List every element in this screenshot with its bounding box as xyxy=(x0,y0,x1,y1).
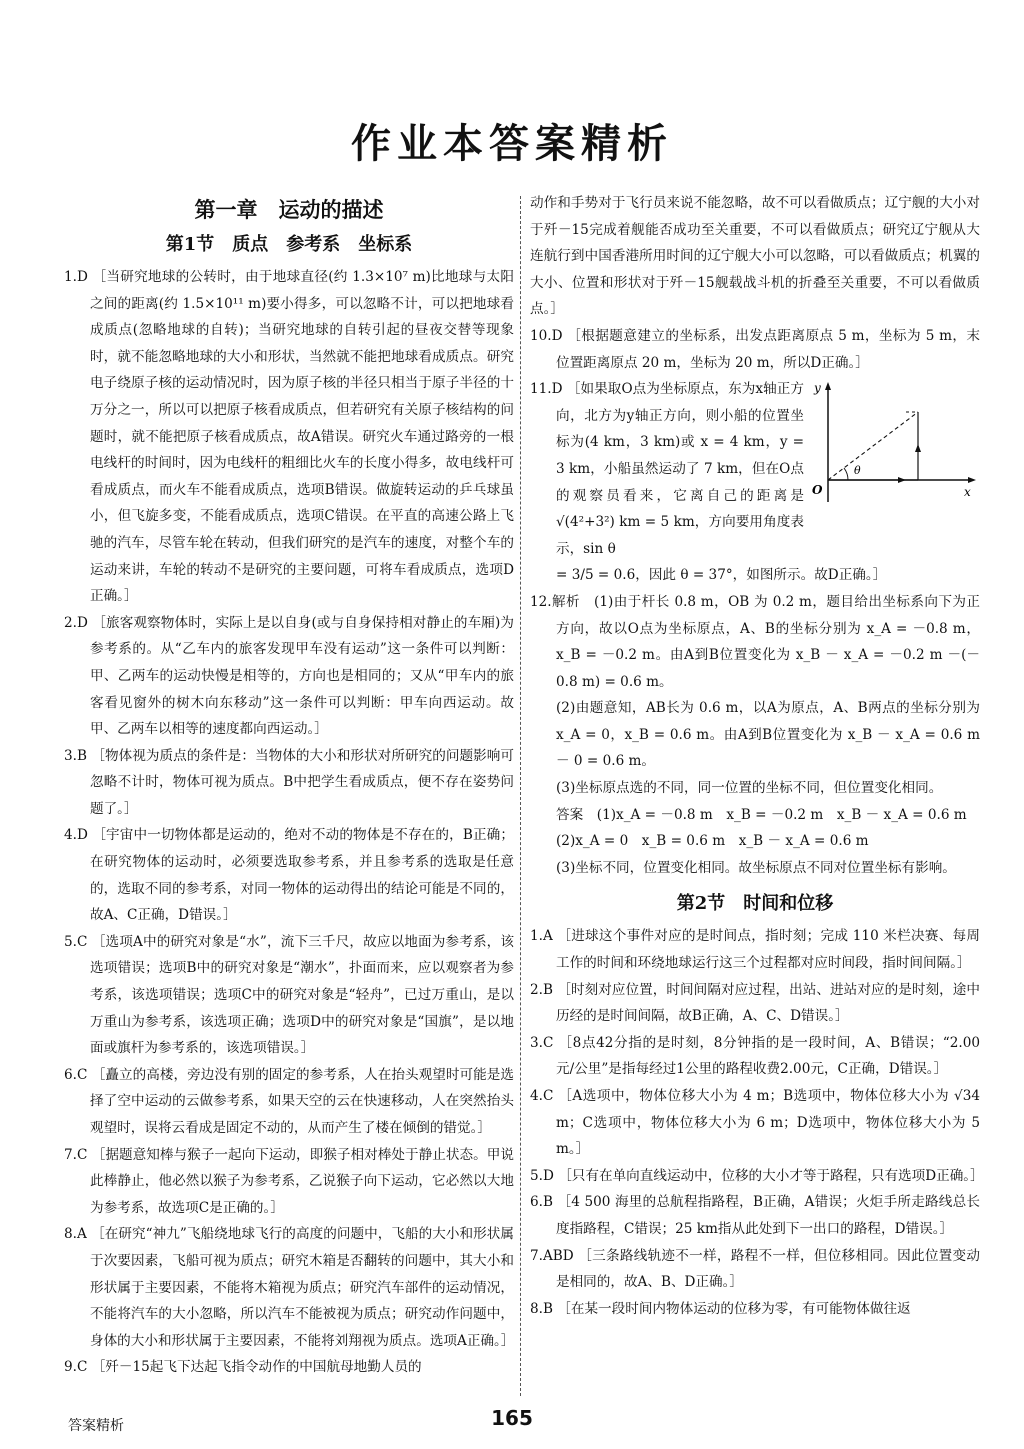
answer-item: 3.B ［物体视为质点的条件是：当物体的大小和形状对所研究的问题影响可忽略不计时，物体可视为质点。B中把学生看成质点，便不存在姿势问题了。］ xyxy=(64,747,514,817)
coordinate-figure xyxy=(810,380,980,510)
answer-item: 4.C ［A选项中，物体位移大小为 4 m；B选项中，物体位移大小为 √34 m；C选项中，物体位移大小为 6 m；D选项中，物体位移大小为 5 m。］ xyxy=(530,1088,980,1158)
answer-item-sub: (2)x_A = 0 x_B = 0.6 m x_B － x_A = 0.6 m xyxy=(556,833,869,850)
column-divider xyxy=(520,196,521,1396)
y-axis-label: y xyxy=(814,381,821,396)
answer-item: 5.C ［选项A中的研究对象是“水”，流下三千尺，故应以地面为参考系，该选项错误；选项B中的研究对象是“潮水”，扑面而来，应以观察者为参考系，该选项错误；选项C中的研究对象是“轻舟”，已过万重山，是以万重山为参考系，该选项正确；选项D中的研究对象是“国旗”，是以地面或旗杆为参考系的，该选项错误。］ xyxy=(64,933,514,1057)
y-axis-arrow xyxy=(825,382,831,390)
answer-item-continuation: = 3/5 = 0.6，因此 θ = 37°，如图所示。故D正确。］ xyxy=(556,567,887,584)
angle-label: θ xyxy=(854,464,861,478)
origin-label: O xyxy=(812,483,823,498)
east-path-arrow xyxy=(898,477,906,483)
section-title-1: 第1节 质点 参考系 坐标系 xyxy=(165,234,413,255)
answer-item: 9.C ［歼－15起飞下达起飞指令动作的中国航母地勤人员的 xyxy=(64,1359,422,1376)
answer-item: 1.D ［当研究地球的公转时，由于地球直径(约 1.3×10⁷ m)比地球与太阳之间的距离(约 1.5×10¹¹ m)要小得多，可以忽略不计，可以把地球看成质点(忽略地球的自转)；当研究地球的自转引起的昼夜交替等现象时，就不能忽略地球的大小和形状，当然就不能把地球看成质点。研究电子绕原子核的运动情况时，因为原子核的半径只相当于原子半径的十万分之一，所以可以把原子核看成质点，但若研究有关原子核结构的问题时，就不能把原子核看成质点，故A错误。研究火车通过路旁的一根电线杆的时间时，因为电线杆的粗细比火车的长度小得多，故电线杆可看成质点，而火车不能看成质点，选项B错误。做旋转运动的乒乓球虽小，但飞旋多变，不能看成质点，选项C错误。在平直的高速公路上飞驰的汽车，尽管车轮在转动，但我们研究的是汽车的速度，对整个车的运动来讲，车轮的转动不是研究的主要问题，可将车看成质点，选项D正确。］ xyxy=(64,269,514,605)
answer-item: 2.B ［时刻对应位置，时间间隔对应过程，出站、进站对应的是时刻，途中历经的是时间间隔，故B正确，A、C、D错误。］ xyxy=(530,981,980,1025)
answer-item: 7.C ［据题意知棒与猴子一起向下运动，即猴子相对棒处于静止状态。甲说此棒静止，他必然以猴子为参考系，乙说猴子向下运动，它必然以大地为参考系，故选项C是正确的。］ xyxy=(64,1146,514,1216)
answer-item-with-figure xyxy=(530,376,980,562)
chapter-title: 第一章 运动的描述 xyxy=(194,197,384,222)
answer-item: 6.C ［矗立的高楼，旁边没有别的固定的参考系，人在抬头观望时可能是选择了空中运动的云做参考系，如果天空的云在快速移动，人在突然抬头观望时，误将云看成是固定不动的，从而产生了楼在倾倒的错觉。］ xyxy=(64,1066,514,1136)
answer-item-sub: (3)坐标不同，位置变化相同。故坐标原点不同对位置坐标有影响。 xyxy=(556,859,956,876)
page-number: 165 xyxy=(491,1406,533,1430)
displacement-line xyxy=(828,412,918,480)
left-column xyxy=(64,190,514,1381)
right-column xyxy=(530,190,984,1322)
answer-item-sub: (3)坐标原点选的不同，同一位置的坐标不同，但位置变化相同。 xyxy=(556,780,943,797)
angle-arc xyxy=(844,468,848,480)
answer-item: 2.D ［旅客观察物体时，实际上是以自身(或与自身保持相对静止的车厢)为参考系的。从“乙车内的旅客发现甲车没有运动”这一条件可以判断：甲、乙两车的运动快慢是相等的，方向也是相同的；又从“甲车内的旅客看见窗外的树木向东移动”这一条件可以判断：甲车向西运动。故甲、乙两车以相等的速度都向西运动。］ xyxy=(64,614,514,738)
answer-item: 10.D ［根据题意建立的坐标系，出发点距离原点 5 m，坐标为 5 m，末位置距离原点 20 m，坐标为 20 m，所以D正确。］ xyxy=(530,327,980,371)
answer-item: 12.解析 (1)由于杆长 0.8 m，OB 为 0.2 m，题目给出坐标系向下为正方向，故以O点为坐标原点，A、B的坐标分别为 x_A = －0.8 m，x_B = －0.2 m。由A到B位置变化为 x_B － x_A = －0.2 m －(－0.8 m) = 0.6 m。 xyxy=(530,593,980,690)
footer-label: 答案精析 xyxy=(68,1418,124,1434)
answer-item: 4.D ［宇宙中一切物体都是运动的，绝对不动的物体是不存在的，B正确；在研究物体的运动时，必须要选取参考系，并且参考系的选取是任意的，选取不同的参考系，对同一物体的运动得出的结论可能是不同的，故A、C正确，D错误。］ xyxy=(64,827,514,924)
section-title-2: 第2节 时间和位移 xyxy=(676,893,834,915)
answer-item: 5.D ［只有在单向直线运动中，位移的大小才等于路程，只有选项D正确。］ xyxy=(530,1167,984,1184)
answer-item: 11.D ［如果取O点为坐标原点，东为x轴正方向，北方为y轴正方向，则小船的位置坐标为(4 km，3 km)或 x = 4 km，y = 3 km，小船虽然运动了 7 km，但在O点的观察员看来，它离自己的距离是 √(4²+3²) km = 5 km，方向要用角度表示，sin θ xyxy=(530,381,804,557)
answer-item: 3.C ［8点42分指的是时刻，8分钟指的是一段时间，A、B错误；“2.00元/公里”是指每经过1公里的路程收费2.00元，C正确，D错误。］ xyxy=(530,1034,980,1078)
north-path-arrow xyxy=(915,444,921,452)
answer-item-sub: 答案 (1)x_A = －0.8 m x_B = －0.2 m x_B － x_A = 0.6 m xyxy=(556,806,967,823)
answer-item: 1.A ［进球这个事件对应的是时间点，指时刻；完成 110 米栏决赛、每周工作的时间和环绕地球运行这三个过程都对应时间段，指时间间隔。］ xyxy=(530,928,980,972)
answer-item: 8.B ［在某一段时间内物体运动的位移为零，有可能物体做往返 xyxy=(530,1300,911,1317)
answer-item-sub: (2)由题意知，AB长为 0.6 m，以A为原点，A、B两点的坐标分别为 x_A = 0，x_B = 0.6 m。由A到B位置变化为 x_B － x_A = 0.6 m － 0 = 0.6 m。 xyxy=(556,700,980,770)
answer-item-continuation: 动作和手势对于飞行员来说不能忽略，故不可以看做质点；辽宁舰的大小对于歼－15完成着舰能否成功至关重要，不可以看做质点；研究辽宁舰从大连航行到中国香港所用时间的辽宁舰大小可以忽略，可以看做质点；机翼的大小、位置和形状对于歼－15舰载战斗机的折叠至关重要，不可以看做质点。］ xyxy=(530,195,980,318)
x-axis-arrow xyxy=(968,477,976,483)
answer-item: 6.B ［4 500 海里的总航程指路程，B正确，A错误；火炬手所走路线总长度指路程，C错误；25 km指从此处到下一出口的路程，D错误。］ xyxy=(530,1194,980,1237)
answer-item: 7.ABD ［三条路线轨迹不一样，路程不一样，但位移相同。因此位置变动是相同的，故A、B、D正确。］ xyxy=(530,1247,980,1291)
answer-item: 8.A ［在研究“神九”飞船绕地球飞行的高度的问题中，飞船的大小和形状属于次要因素，飞船可视为质点；研究木箱是否翻转的问题中，其大小和形状属于主要因素，不能将木箱视为质点；研究汽车部件的运动情况，不能将汽车的大小忽略，所以汽车不能被视为质点；研究动作问题中，身体的大小和形状属于主要因素，不能将刘翔视为质点。选项A正确。］ xyxy=(64,1226,515,1349)
page-title: 作业本答案精析 xyxy=(351,120,673,167)
x-axis-label: x xyxy=(964,485,971,500)
